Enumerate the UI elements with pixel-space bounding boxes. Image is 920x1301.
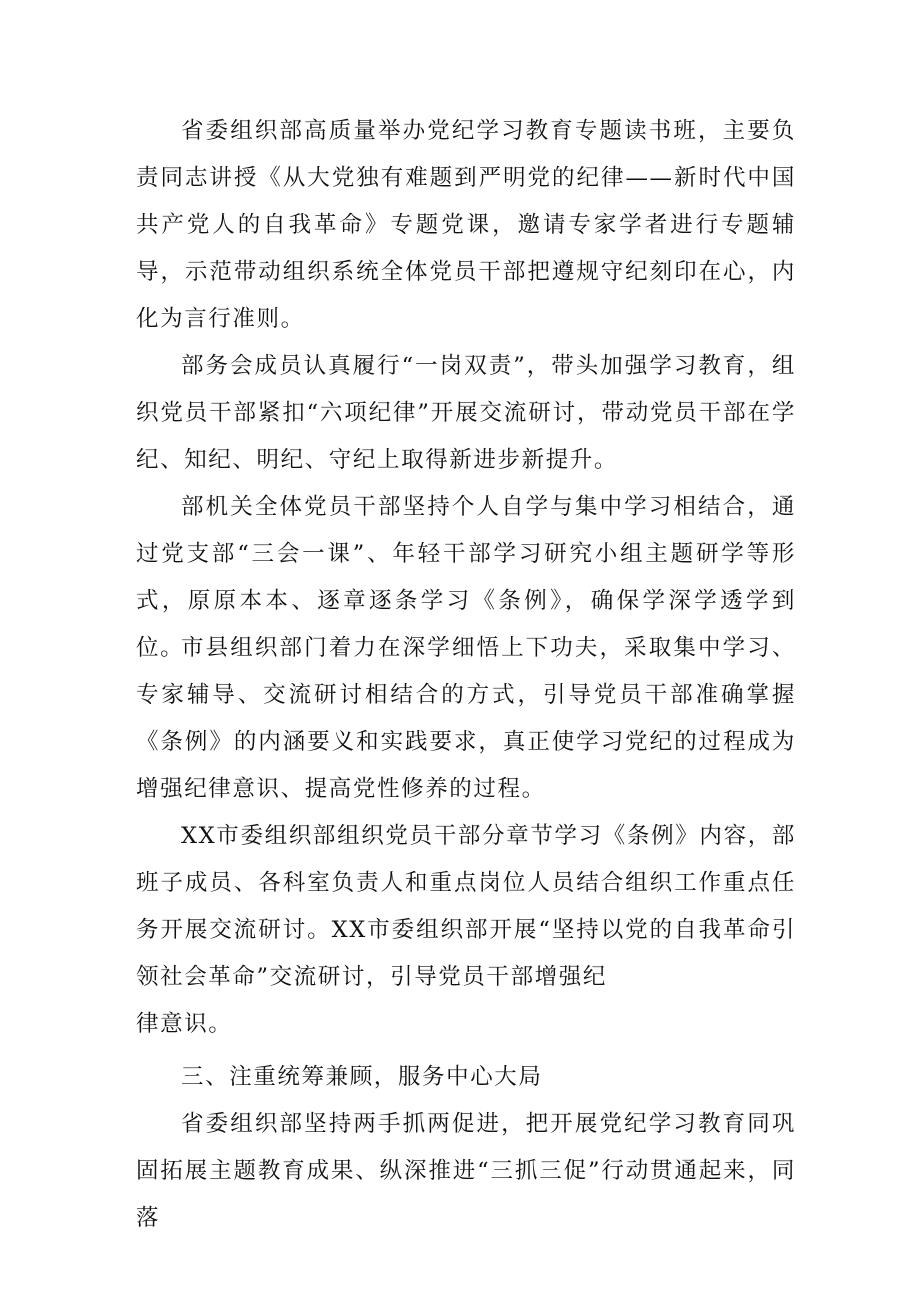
section-heading: 三、注重统筹兼顾，服务中心大局 [181, 1064, 543, 1090]
paragraph-xx-city-continued: 律意识。 [136, 1011, 233, 1037]
paragraph-city-county: 市县组织部门着力在深学细悟上下功夫，采取集中学习、专家辅导、交流研讨相结合的方式，引导党员干部准确掌握《条例》的内涵要义和实践要求，真正使学习党纪的过程成为增强纪律意识、提高党性修养的过程。 [136, 635, 796, 802]
paragraph-coordination: 省委组织部坚持两手抓两促进，把开展党纪学习教育同巩固拓展主题教育成果、纵深推进“三抓三促”行动贯通起来，同落 [136, 1111, 796, 1231]
paragraph-self-study: 部机关全体党员干部坚持个人自学与集中学习相结合，通过党支部“三会一课”、年轻干部学习研究小组主题研学等形式，原原本本、逐章逐条学习《条例》，确保学深学透学到位。 [136, 494, 796, 661]
paragraph-reading-class: 省委组织部高质量举办党纪学习教育专题读书班，主要负责同志讲授《从大党独有难题到严明党的纪律——新时代中国共产党人的自我革命》专题党课，邀请专家学者进行专题辅导，示范带动组织系统全体党员干部把遵规守纪刻印在心，内化为言行准则。 [136, 118, 796, 332]
paragraph-xx-city: XX市委组织部组织党员干部分章节学习《条例》内容，部班子成员、各科室负责人和重点岗位人员结合组织工作重点任务开展交流研讨。XX市委组织部开展“坚持以党的自我革命引领社会革命”交流研讨，引导党员干部增强纪 [136, 823, 796, 990]
paragraph-leadership-duty: 部务会成员认真履行“一岗双责”，带头加强学习教育，组织党员干部紧扣“六项纪律”开展交流研讨，带动党员干部在学纪、知纪、明纪、守纪上取得新进步新提升。 [136, 353, 796, 473]
